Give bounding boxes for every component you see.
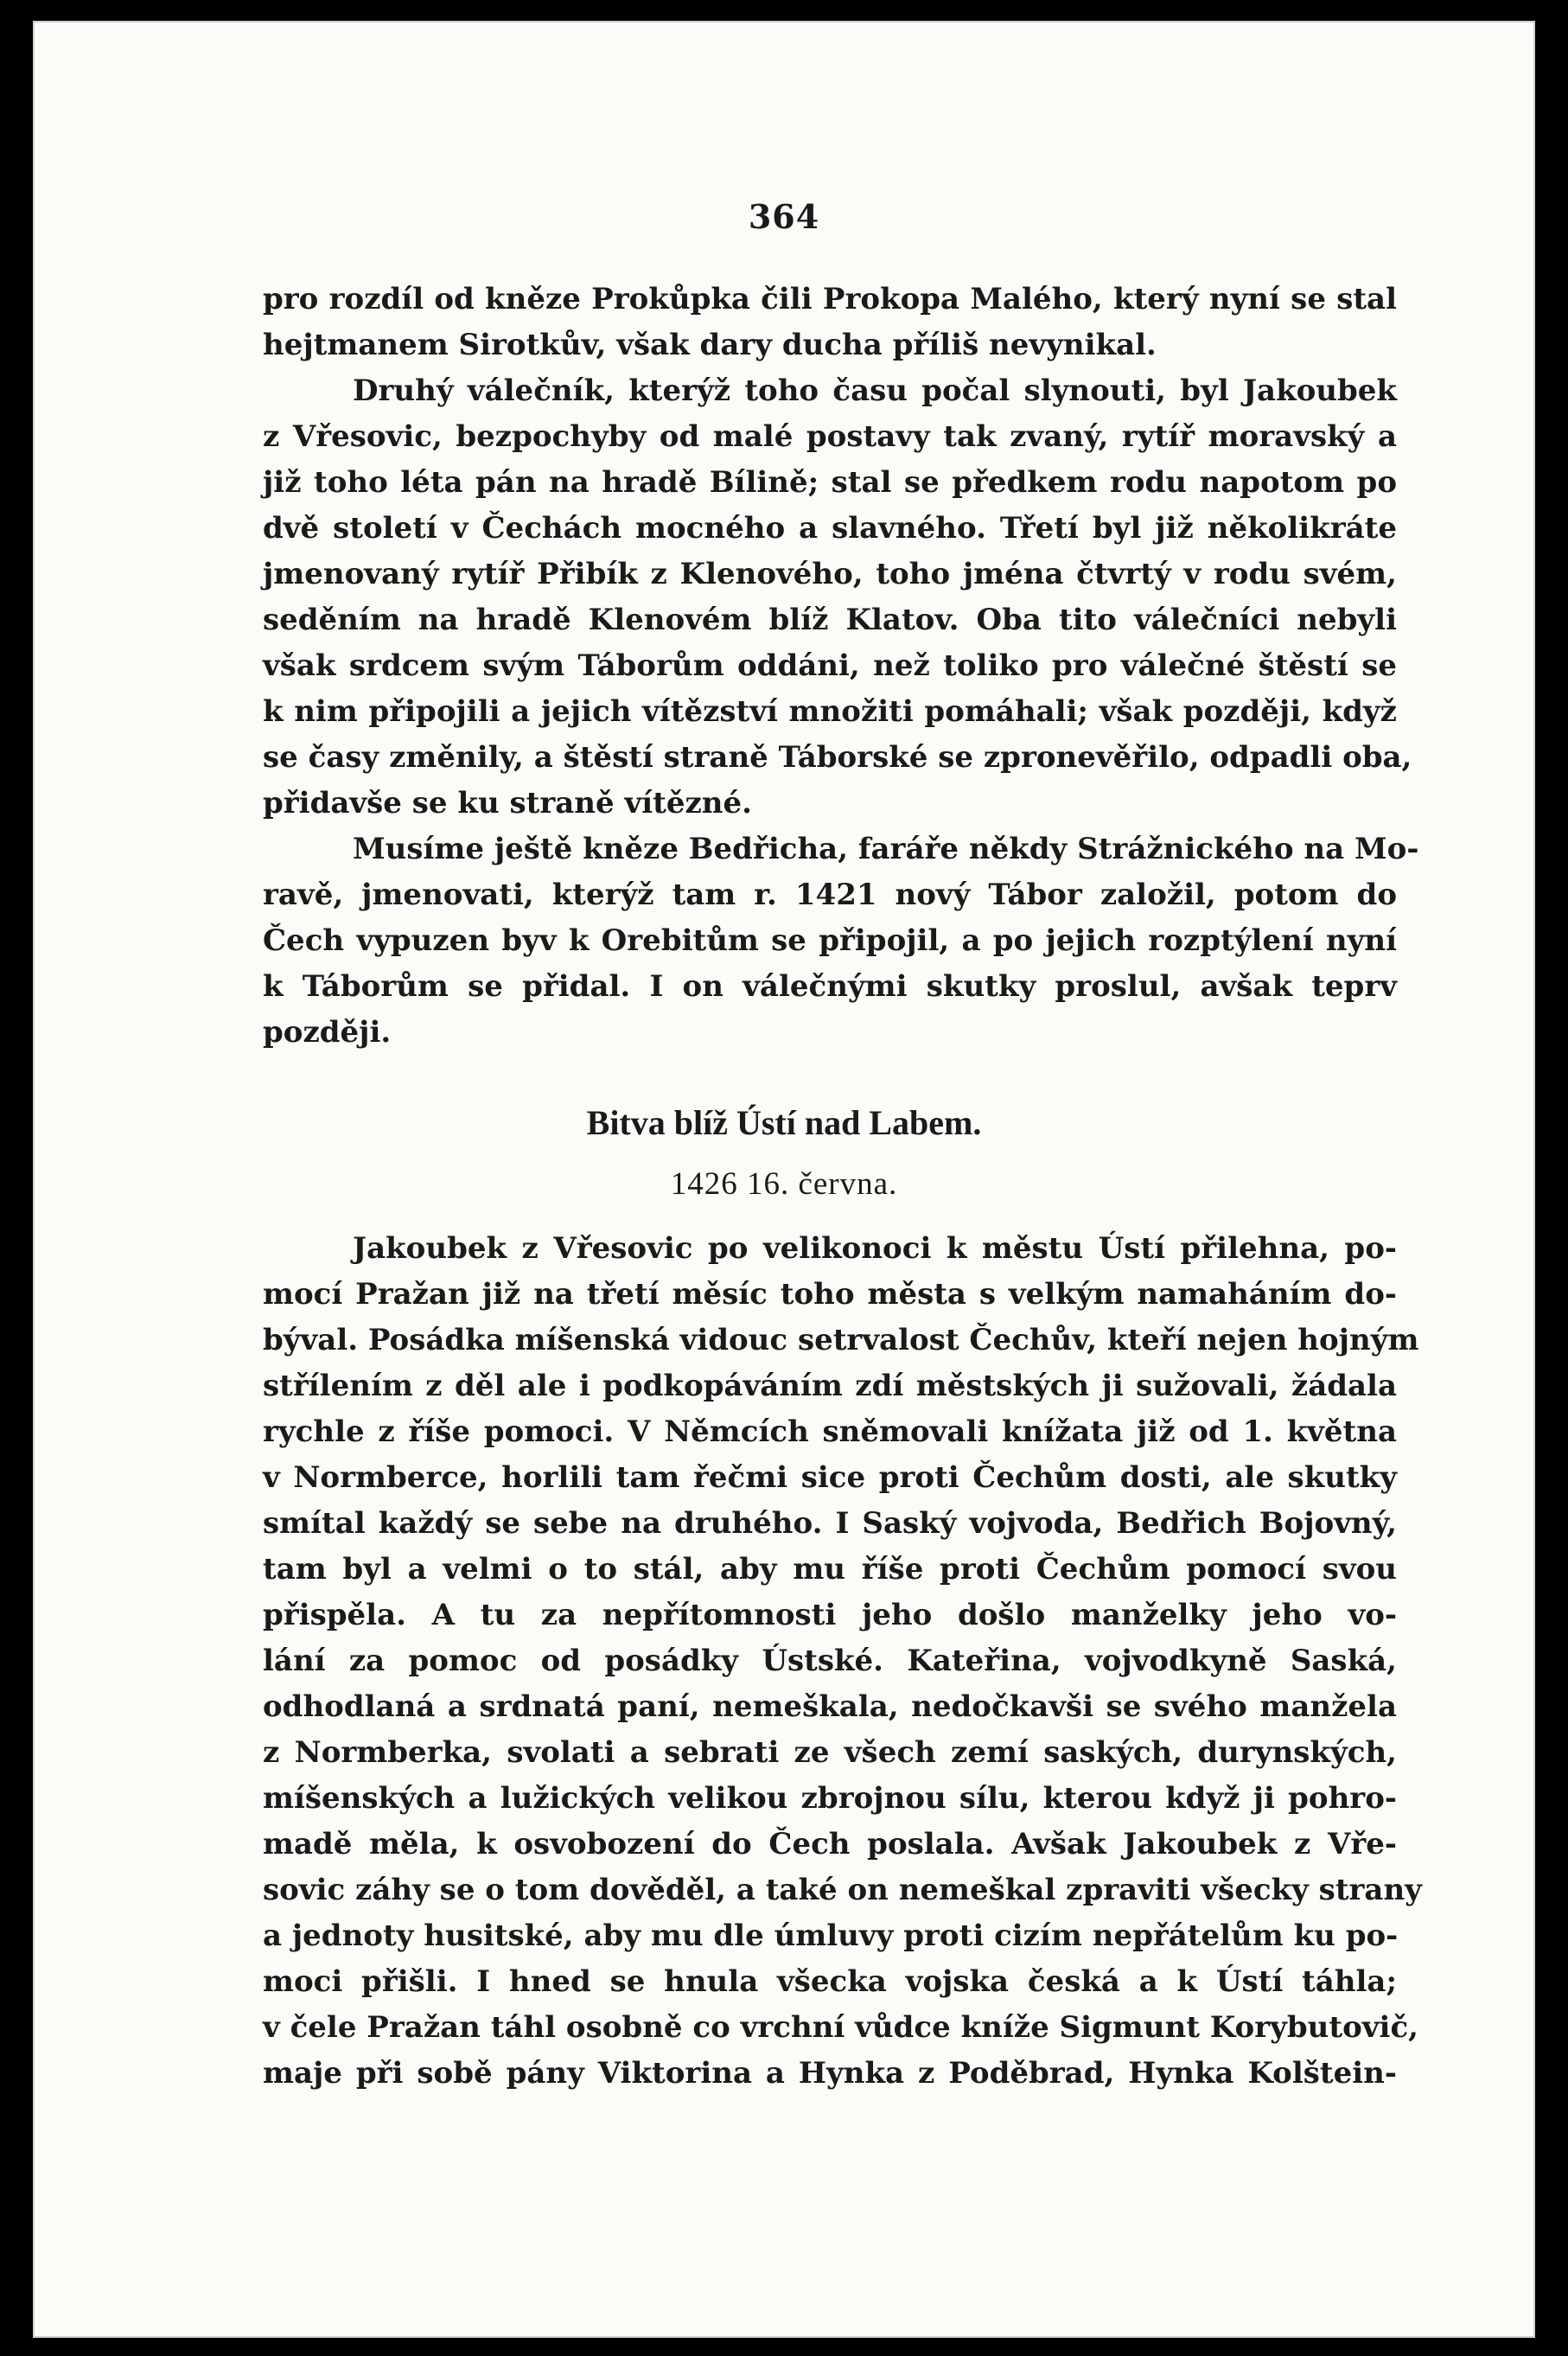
text-line: Čech vypuzen byv k Orebitům se připojil, a po jejich rozptýlení nyní bbox=[263, 923, 1397, 958]
text-line: k nim připojili a jejich vítězství množiti pomáhali; však později, když bbox=[263, 694, 1397, 729]
text-line: smítal každý se sebe na druhého. I Saský vojvoda, Bedřich Bojovný, bbox=[263, 1506, 1397, 1541]
text-line: lání za pomoc od posádky Ústské. Kateřina, vojvodkyně Saská, bbox=[263, 1644, 1397, 1678]
text-line: sovic záhy se o tom dověděl, a také on nemeškal zpraviti všecky strany bbox=[263, 1873, 1422, 1907]
text-line: v Normberce, horlili tam řečmi sice proti Čechům dosti, ale skutky bbox=[263, 1460, 1397, 1495]
text-line: madě měla, k osvobození do Čech poslala. Avšak Jakoubek z Vře- bbox=[263, 1827, 1397, 1861]
text-line: jmenovaný rytíř Přibík z Klenového, toho jména čtvrtý v rodu svém, bbox=[263, 557, 1397, 591]
text-line: z Normberka, svolati a sebrati ze všech zemí saských, durynských, bbox=[263, 1735, 1397, 1770]
text-line: odhodlaná a srdnatá paní, nemeškala, nedočkavši se svého manžela bbox=[263, 1689, 1397, 1724]
text-line: rychle z říše pomoci. V Němcích sněmovali knížata již od 1. května bbox=[263, 1414, 1397, 1449]
section-date: 1426 16. června. bbox=[670, 1166, 898, 1202]
section-heading: Bitva blíž Ústí nad Labem. bbox=[586, 1103, 982, 1142]
text-line: tam byl a velmi o to stál, aby mu říše proti Čechům pomocí svou bbox=[263, 1552, 1397, 1587]
text-line: maje při sobě pány Viktorina a Hynka z Poděbrad, Hynka Kolštein- bbox=[263, 2056, 1397, 2091]
text-line: však srdcem svým Táborům oddáni, než toliko pro válečné štěstí se bbox=[263, 648, 1397, 683]
text-block-battle bbox=[263, 1226, 1422, 2097]
text-line: Druhý válečník, kterýž toho času počal slynouti, byl Jakoubek bbox=[353, 374, 1397, 408]
text-block-intro bbox=[263, 277, 1419, 1056]
text-line: moci přišli. I hned se hnula všecka vojska česká a k Ústí táhla; bbox=[263, 1964, 1397, 1999]
text-line: ravě, jmenovati, kterýž tam r. 1421 nový Tábor založil, potom do bbox=[263, 878, 1397, 912]
text-line: Jakoubek z Vřesovic po velikonoci k městu Ústí přilehna, po- bbox=[353, 1231, 1397, 1266]
text-line: hejtmanem Sirotkův, však dary ducha příliš nevynikal. bbox=[263, 328, 1157, 362]
text-line: a jednoty husitské, aby mu dle úmluvy proti cizím nepřátelům ku po- bbox=[263, 1919, 1399, 1953]
text-line: dvě století v Čechách mocného a slavného. Třetí byl již několikráte bbox=[263, 511, 1397, 546]
text-line: pro rozdíl od kněze Prokůpka čili Prokopa Malého, který nyní se stal bbox=[263, 282, 1397, 316]
text-line: k Táborům se přidal. I on válečnými skutky proslul, avšak teprv bbox=[263, 969, 1397, 1004]
text-line: seděním na hradě Klenovém blíž Klatov. Oba tito válečníci nebyli bbox=[263, 603, 1397, 637]
text-line: v čele Pražan táhl osobně co vrchní vůdce kníže Sigmunt Korybutovič, bbox=[263, 2010, 1418, 2045]
book-page bbox=[33, 21, 1535, 2338]
text-line: přispěla. A tu za nepřítomnosti jeho došlo manželky jeho vo- bbox=[263, 1598, 1397, 1632]
text-line: míšenských a lužických velikou zbrojnou sílu, kterou když ji pohro- bbox=[263, 1781, 1397, 1816]
text-line: již toho léta pán na hradě Bílině; stal se předkem rodu napotom po bbox=[263, 465, 1397, 500]
text-line: se časy změnily, a štěstí straně Táborské se zpronevěřilo, odpadli oba, bbox=[263, 740, 1412, 775]
text-line: později. bbox=[263, 1015, 392, 1050]
text-line: přidavše se ku straně vítězné. bbox=[263, 786, 752, 820]
text-line: z Vřesovic, bezpochyby od malé postavy tak zvaný, rytíř moravský a bbox=[263, 419, 1397, 454]
text-line: Musíme ještě kněze Bedřicha, faráře někdy Strážnického na Mo- bbox=[353, 832, 1419, 866]
page-number: 364 bbox=[748, 197, 820, 236]
text-line: střílením z děl ale i podkopáváním zdí městských ji sužovali, žádala bbox=[263, 1369, 1397, 1403]
text-line: mocí Pražan již na třetí měsíc toho města s velkým namaháním do- bbox=[263, 1277, 1397, 1312]
text-line: býval. Posádka míšenská vidouc setrvalost Čechův, kteří nejen hojným bbox=[263, 1323, 1419, 1357]
